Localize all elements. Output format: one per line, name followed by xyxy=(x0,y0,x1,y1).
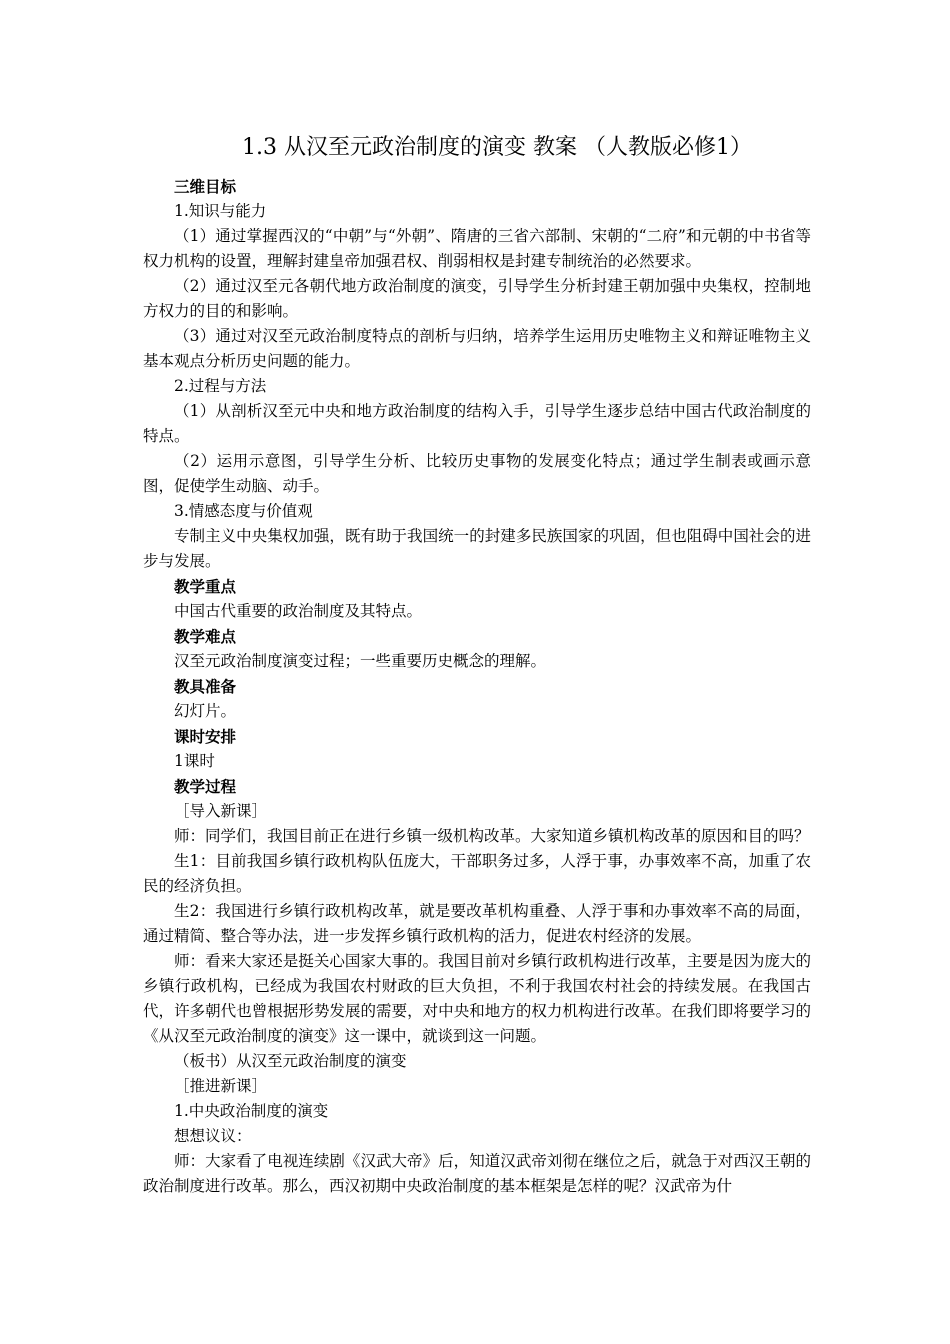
body-paragraph: ［推进新课］ xyxy=(174,1077,268,1095)
body-paragraph: 中国古代重要的政治制度及其特点。 xyxy=(174,602,423,620)
body-paragraph: 1.知识与能力 xyxy=(174,202,267,220)
body-paragraph: 1.中央政治制度的演变 xyxy=(174,1102,329,1120)
body-paragraph: 想想议议： xyxy=(174,1127,252,1145)
body-paragraph: （2）通过汉至元各朝代地方政治制度的演变，引导学生分析封建王朝加强中央集权，控制地方权力的目的和影响。 xyxy=(143,277,811,320)
body-paragraph: ［导入新课］ xyxy=(174,802,268,820)
body-paragraph: 生1：目前我国乡镇行政机构队伍庞大，干部职务过多，人浮于事，办事效率不高，加重了农民的经济负担。 xyxy=(143,852,811,895)
body-paragraph: （1）通过掌握西汉的“中朝”与“外朝”、隋唐的三省六部制、宋朝的“二府”和元朝的中书省等权力机构的设置，理解封建皇帝加强君权、削弱相权是封建专制统治的必然要求。 xyxy=(143,227,811,270)
section-heading: 教学过程 xyxy=(174,777,237,796)
body-paragraph: 1课时 xyxy=(174,752,215,770)
section-heading: 教学重点 xyxy=(174,577,237,596)
body-paragraph: （2）运用示意图，引导学生分析、比较历史事物的发展变化特点；通过学生制表或画示意图，促使学生动脑、动手。 xyxy=(143,452,811,495)
body-paragraph: 专制主义中央集权加强，既有助于我国统一的封建多民族国家的巩固，但也阻碍中国社会的进步与发展。 xyxy=(143,527,811,570)
document-title: 1.3 从汉至元政治制度的演变 教案 （人教版必修1） xyxy=(242,135,752,160)
body-paragraph: （板书）从汉至元政治制度的演变 xyxy=(174,1052,407,1070)
section-heading: 教学难点 xyxy=(174,627,237,646)
body-paragraph: 生2：我国进行乡镇行政机构改革，就是要改革机构重叠、人浮于事和办事效率不高的局面，通过精简、整合等办法，进一步发挥乡镇行政机构的活力，促进农村经济的发展。 xyxy=(143,902,811,945)
body-paragraph: 师：看来大家还是挺关心国家大事的。我国目前对乡镇行政机构进行改革，主要是因为庞大的乡镇行政机构，已经成为我国农村财政的巨大负担，不利于我国农村社会的持续发展。在我国古代，许多朝代也曾根据形势发展的需要，对中央和地方的权力机构进行改革。在我们即将要学习的《从汉至元政治制度的演变》这一课中，就谈到这一问题。 xyxy=(143,952,811,1045)
body-paragraph: 2.过程与方法 xyxy=(174,377,267,395)
section-heading: 教具准备 xyxy=(174,677,237,696)
section-heading: 课时安排 xyxy=(174,727,237,746)
body-paragraph: 3.情感态度与价值观 xyxy=(174,502,313,520)
body-paragraph: 师：同学们，我国目前正在进行乡镇一级机构改革。大家知道乡镇机构改革的原因和目的吗？ xyxy=(174,827,810,845)
body-paragraph: （3）通过对汉至元政治制度特点的剖析与归纳，培养学生运用历史唯物主义和辩证唯物主义基本观点分析历史问题的能力。 xyxy=(143,327,811,370)
body-paragraph: 师：大家看了电视连续剧《汉武大帝》后，知道汉武帝刘彻在继位之后，就急于对西汉王朝的政治制度进行改革。那么，西汉初期中央政治制度的基本框架是怎样的呢？汉武帝为什 xyxy=(143,1152,811,1195)
document-body xyxy=(143,174,811,1199)
body-paragraph: （1）从剖析汉至元中央和地方政治制度的结构入手，引导学生逐步总结中国古代政治制度的特点。 xyxy=(143,402,811,445)
body-paragraph: 汉至元政治制度演变过程；一些重要历史概念的理解。 xyxy=(174,652,547,670)
body-paragraph: 幻灯片。 xyxy=(174,702,237,720)
section-heading: 三维目标 xyxy=(174,177,237,196)
